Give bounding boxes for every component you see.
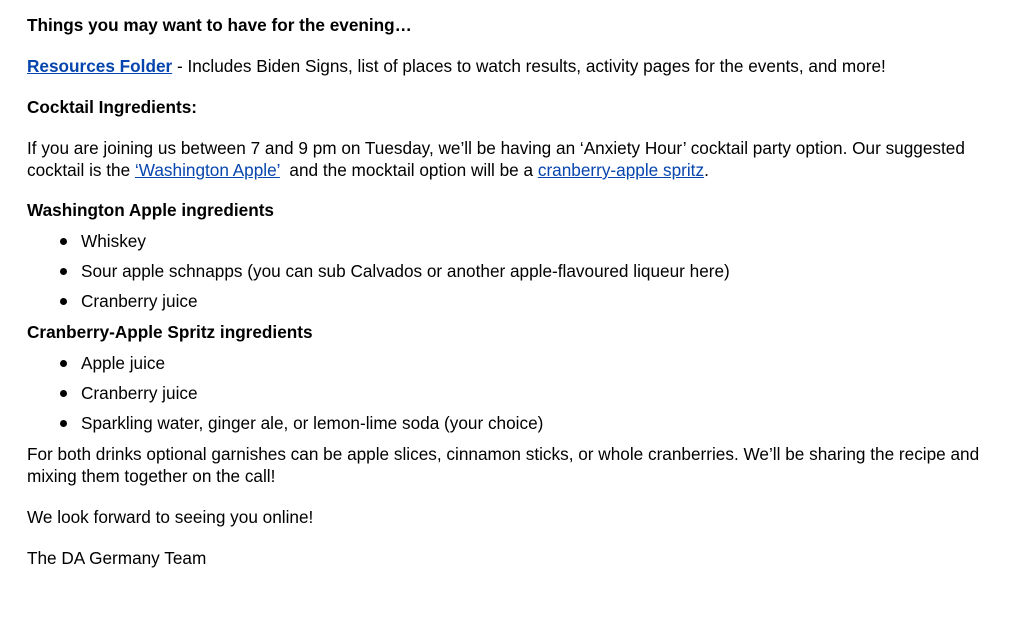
spritz-list [27,352,998,442]
bullet-icon [60,298,67,305]
list-item-text: Sparkling water, ginger ale, or lemon-lime soda (your choice) [81,413,544,433]
washington-apple-heading: Washington Apple ingredients [27,200,274,220]
list-item [27,260,998,290]
bullet-icon [60,390,67,397]
list-item-text: Sour apple schnapps (you can sub Calvados or another apple-flavoured liqueur here) [81,261,730,281]
resources-folder-link[interactable]: Resources Folder [27,56,173,76]
list-item-text: Whiskey [81,231,146,251]
spacer [27,528,998,547]
bullet-icon [60,420,67,427]
intro-text-1: If you are joining us between 7 and 9 pm on Tuesday, we’ll be having an ‘Anxiety Hour’ cocktail party option. Our suggested cocktail is the [27,138,965,180]
washington-apple-link[interactable]: ‘Washington Apple’ [134,160,280,180]
spacer [27,181,998,199]
resources-paragraph [27,55,998,77]
list-item [27,290,998,320]
bullet-icon [60,238,67,245]
list-item [27,412,998,442]
intro-paragraph [27,137,998,181]
spacer [27,36,998,55]
garnish-paragraph: For both drinks optional garnishes can be apple slices, cinnamon sticks, or whole cranberries. We’ll be sharing the recipe and mixing them together on the call! [27,444,980,486]
washington-apple-list [27,230,998,320]
resources-description: - Includes Biden Signs, list of places to watch results, activity pages for the events, and more! [172,56,886,76]
signature: The DA Germany Team [27,548,207,568]
list-item-text: Cranberry juice [81,383,198,403]
bullet-icon [60,268,67,275]
intro-text-3: . [704,160,709,180]
bullet-icon [60,360,67,367]
closing-line: We look forward to seeing you online! [27,507,314,527]
list-item [27,230,998,260]
spacer [27,487,998,506]
cocktail-heading: Cocktail Ingredients: [27,97,197,117]
list-item [27,382,998,412]
washington-apple-list-wrap [27,230,998,320]
spacer [27,77,998,96]
intro-text-2: and the mocktail option will be a [279,160,538,180]
spritz-heading: Cranberry-Apple Spritz ingredients [27,322,313,342]
spacer [27,118,998,137]
cranberry-apple-spritz-link[interactable]: cranberry-apple spritz [537,160,705,180]
list-item-text: Cranberry juice [81,291,198,311]
evening-heading: Things you may want to have for the evening… [27,15,412,35]
spritz-list-wrap [27,352,998,442]
list-item [27,352,998,382]
list-item-text: Apple juice [81,353,166,373]
